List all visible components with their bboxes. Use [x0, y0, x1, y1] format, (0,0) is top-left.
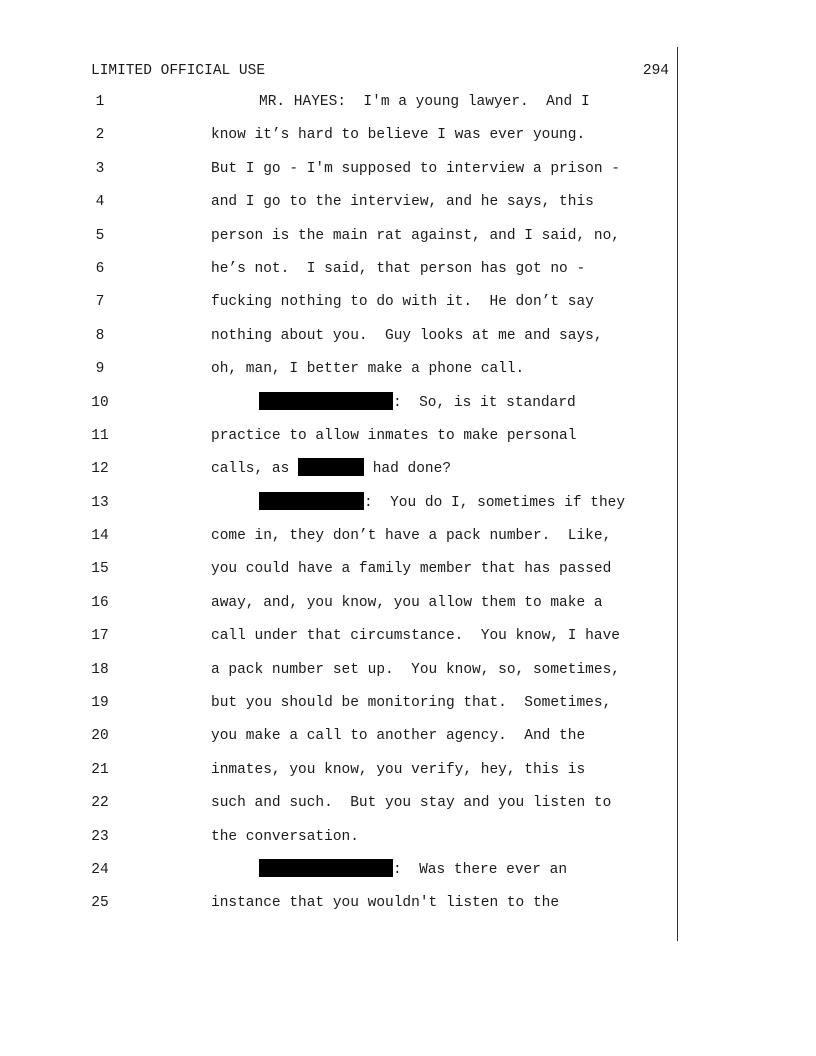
transcript-line [0, 220, 676, 253]
transcript-line [0, 387, 676, 420]
line-number: 16 [91, 594, 109, 611]
line-text-after-redaction: had done? [364, 461, 452, 478]
line-number: 25 [91, 895, 109, 912]
line-number: 7 [95, 294, 105, 311]
line-text: such and such. But you stay and you listen to [211, 795, 612, 812]
line-text-after-redaction: : So, is it standard [393, 394, 576, 411]
line-text: but you should be monitoring that. Sometimes, [211, 695, 612, 712]
line-number: 23 [91, 828, 109, 845]
line-text: you could have a family member that has passed [211, 561, 612, 578]
line-text-after-redaction: : Was there ever an [393, 861, 568, 878]
line-number: 21 [91, 761, 109, 778]
line-number: 15 [91, 561, 109, 578]
line-text: the conversation. [211, 828, 359, 845]
line-text: person is the main rat against, and I said, no, [211, 227, 620, 244]
transcript-line [0, 86, 676, 119]
transcript-line [0, 520, 676, 553]
transcript-line [0, 353, 676, 386]
line-text: call under that circumstance. You know, I have [211, 628, 620, 645]
transcript-line [0, 587, 676, 620]
transcript-line [0, 754, 676, 787]
line-text: and I go to the interview, and he says, this [211, 194, 594, 211]
redaction-bar [298, 458, 364, 476]
transcript-line [0, 620, 676, 653]
line-text: fucking nothing to do with it. He don’t say [211, 294, 594, 311]
transcript-line [0, 453, 676, 486]
line-number: 4 [95, 194, 105, 211]
line-text: inmates, you know, you verify, hey, this is [211, 761, 586, 778]
line-number: 12 [91, 461, 109, 478]
line-text [259, 487, 625, 520]
classification-label: LIMITED OFFICIAL USE [91, 63, 266, 79]
line-number: 14 [91, 528, 109, 545]
line-number: 10 [91, 394, 109, 411]
transcript-line [0, 821, 676, 854]
line-number: 8 [95, 327, 105, 344]
line-number: 17 [91, 628, 109, 645]
line-text-before-redaction: calls, as [211, 461, 299, 478]
transcript-line [0, 720, 676, 753]
line-number: 9 [95, 361, 105, 378]
redaction-bar [259, 492, 364, 510]
line-text: practice to allow inmates to make personal [211, 427, 577, 444]
transcript-line [0, 420, 676, 453]
transcript-line [0, 787, 676, 820]
line-number: 6 [95, 260, 105, 277]
line-text: a pack number set up. You know, so, sometimes, [211, 661, 620, 678]
transcript-line [0, 887, 676, 920]
line-number: 13 [91, 494, 109, 511]
line-text: MR. HAYES: I'm a young lawyer. And I [259, 94, 590, 110]
transcript-line [0, 186, 676, 219]
redaction-bar [259, 859, 393, 877]
line-number: 1 [95, 94, 105, 110]
line-text: come in, they don’t have a pack number. Like, [211, 528, 612, 545]
line-text: away, and, you know, you allow them to make a [211, 594, 603, 611]
line-text: instance that you wouldn't listen to the [211, 895, 560, 912]
transcript-body [0, 86, 676, 921]
line-text-after-redaction: : You do I, sometimes if they [364, 494, 626, 511]
line-text [259, 854, 567, 887]
transcript-line [0, 253, 676, 286]
line-text: you make a call to another agency. And the [211, 728, 586, 745]
line-text: know it’s hard to believe I was ever young. [211, 127, 586, 144]
line-text: oh, man, I better make a phone call. [211, 361, 525, 378]
line-number: 19 [91, 695, 109, 712]
transcript-line [0, 320, 676, 353]
transcript-line [0, 119, 676, 152]
line-text [211, 453, 451, 486]
transcript-line [0, 487, 676, 520]
line-number: 22 [91, 795, 109, 812]
line-number: 11 [91, 427, 109, 444]
line-text: But I go - I'm supposed to interview a prison - [211, 160, 620, 177]
redaction-bar [259, 392, 393, 410]
line-text [259, 387, 576, 420]
line-number: 24 [91, 861, 109, 878]
line-number: 20 [91, 728, 109, 745]
transcript-line [0, 153, 676, 186]
line-text: nothing about you. Guy looks at me and says, [211, 327, 603, 344]
margin-rule [677, 47, 678, 941]
transcript-line [0, 687, 676, 720]
line-number: 18 [91, 661, 109, 678]
line-number: 2 [95, 127, 105, 144]
transcript-line [0, 286, 676, 319]
line-number: 5 [95, 227, 105, 244]
page-number: 294 [642, 63, 669, 79]
transcript-line [0, 654, 676, 687]
line-text: he’s not. I said, that person has got no - [211, 260, 586, 277]
page-header [91, 62, 669, 80]
line-number: 3 [95, 160, 105, 177]
transcript-line [0, 854, 676, 887]
transcript-line [0, 553, 676, 586]
